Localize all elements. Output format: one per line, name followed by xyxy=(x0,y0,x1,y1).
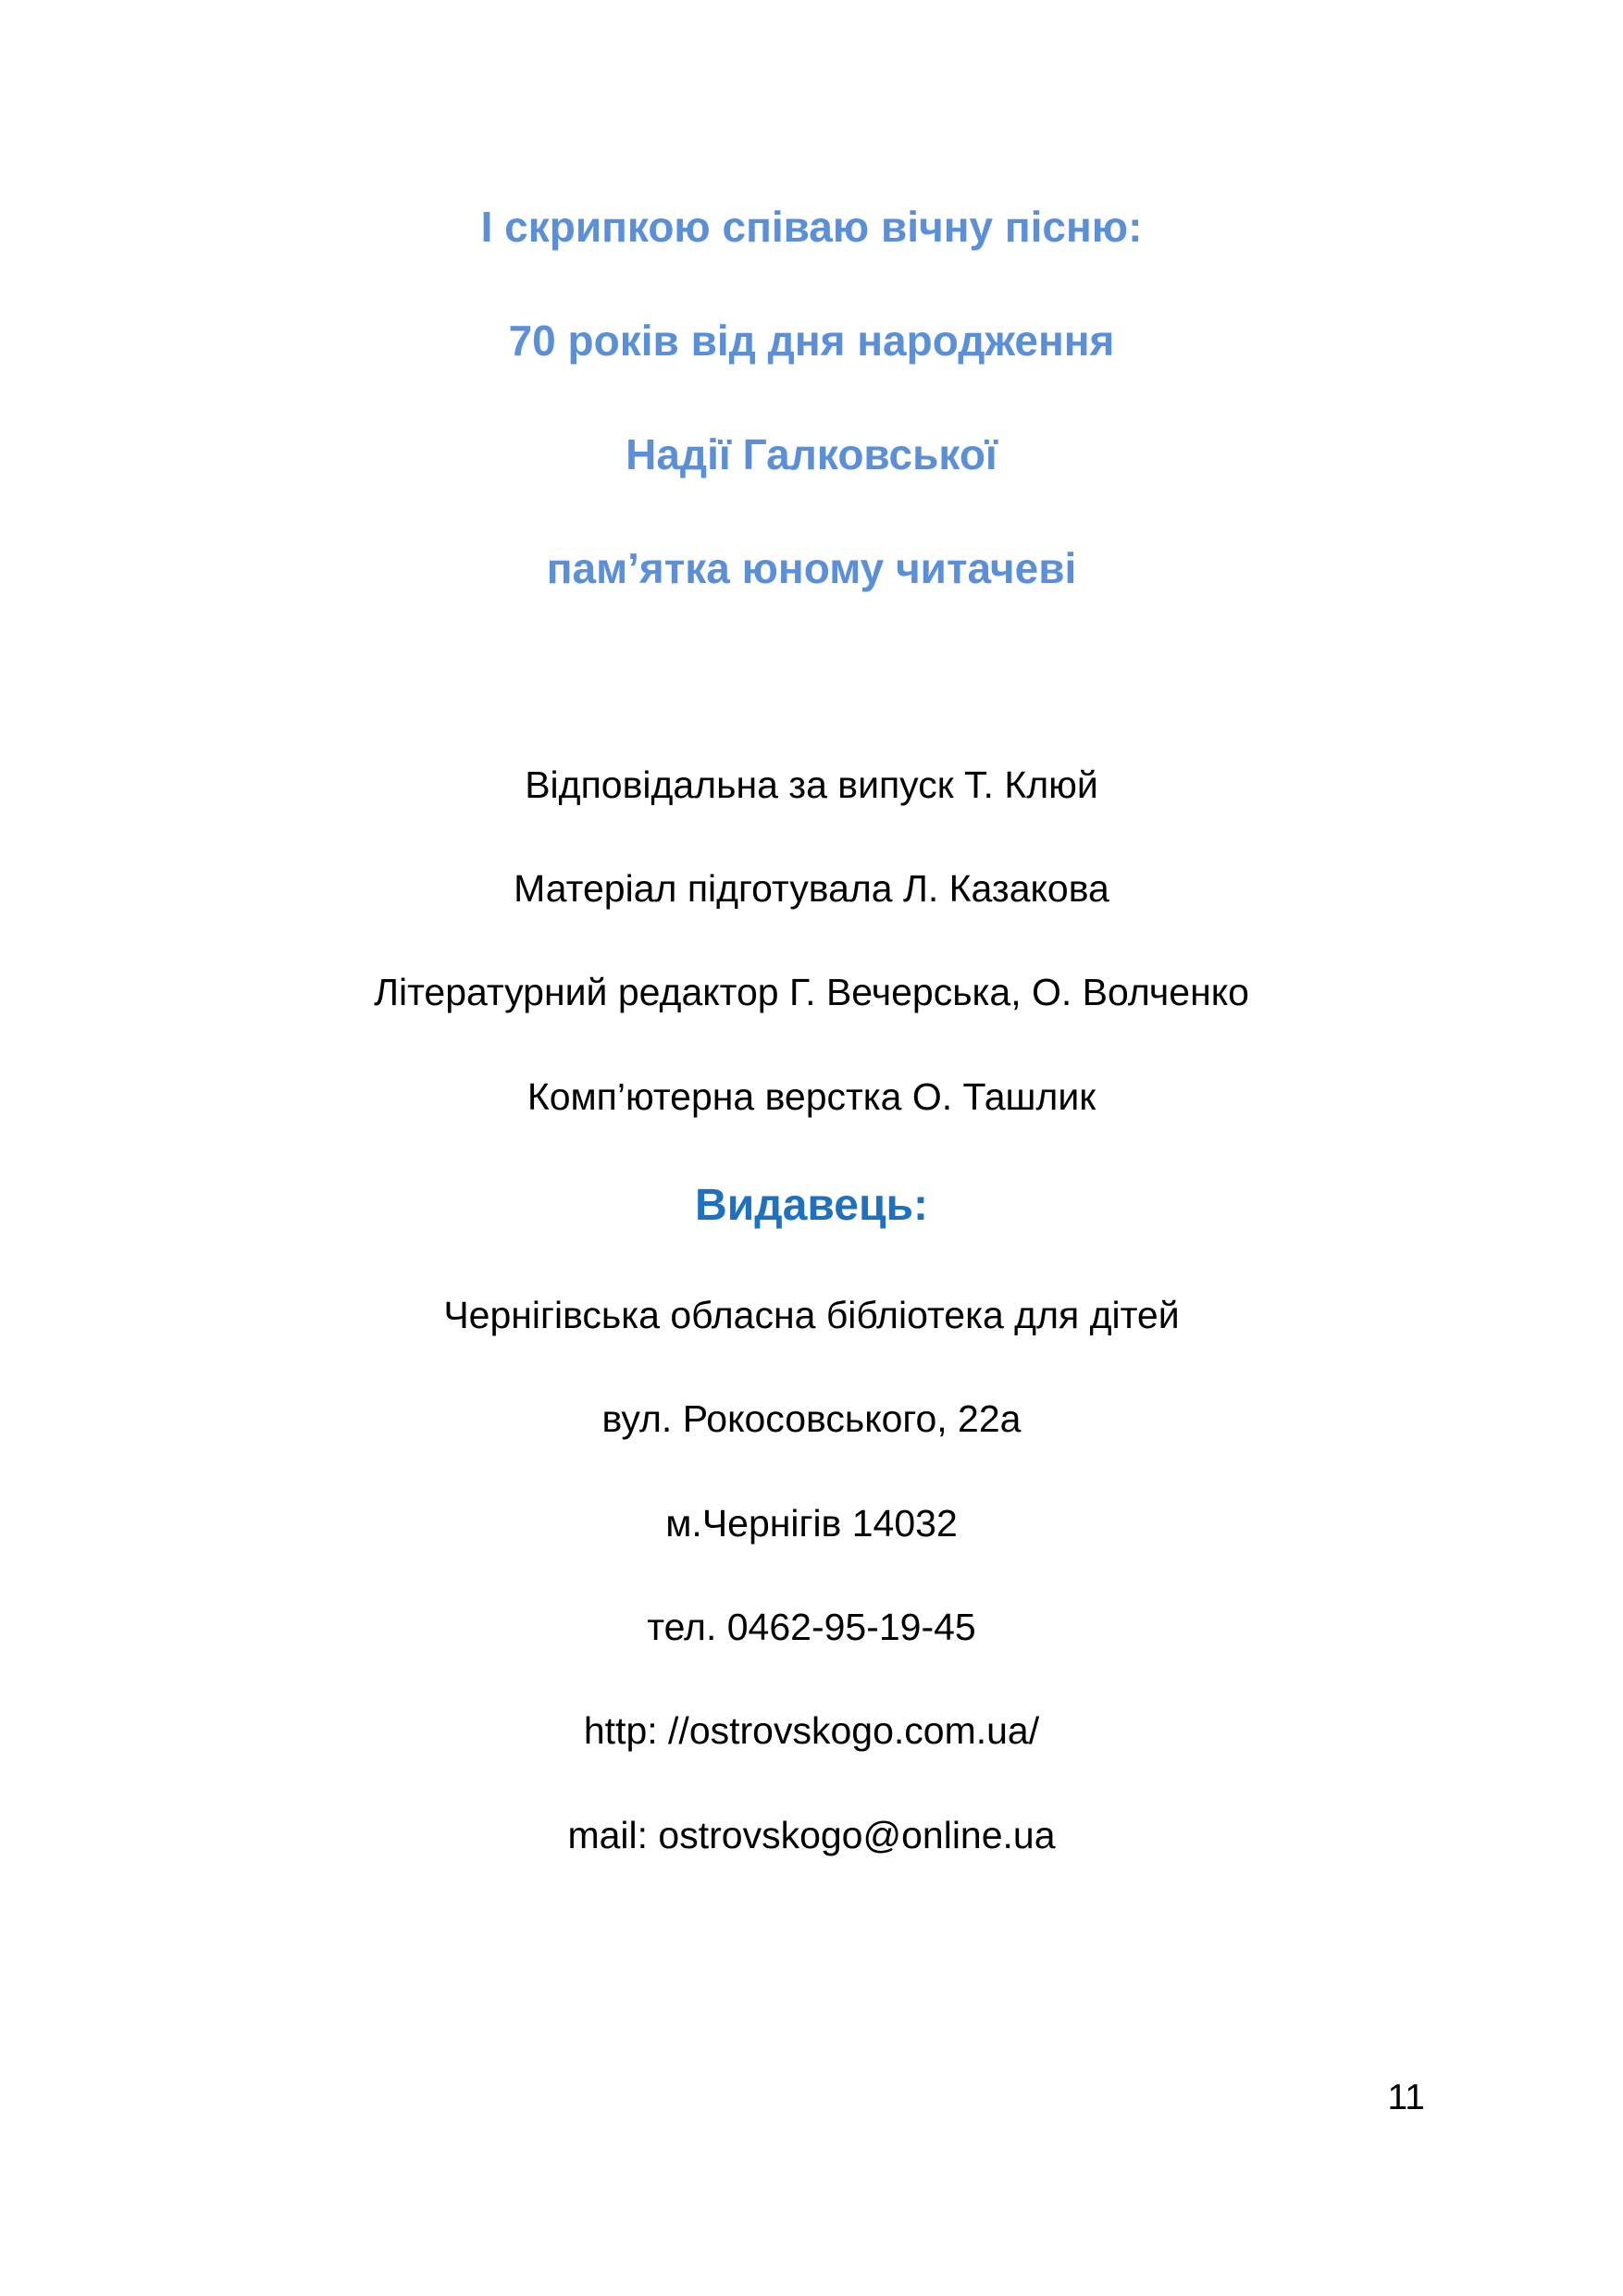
publisher-heading: Видавець: xyxy=(695,1181,928,1230)
publisher-email: mail: ostrovskogo@online.ua xyxy=(567,1814,1056,1856)
title-line-3: Надії Галковської xyxy=(626,430,997,478)
publisher-name: Чернігівська обласна бібліотека для дітей xyxy=(443,1294,1180,1336)
publisher-city: м.Чернігів 14032 xyxy=(665,1502,958,1545)
credit-responsible: Відповідальна за випуск Т. Клюй xyxy=(525,763,1098,806)
publisher-street: вул. Рокосовського, 22а xyxy=(601,1397,1022,1440)
credit-editor: Літературний редактор Г. Вечерська, О. Волченко xyxy=(374,971,1249,1013)
page-number: 11 xyxy=(1387,2078,1425,2117)
publisher-phone: тел. 0462-95-19-45 xyxy=(647,1606,976,1648)
publisher-website: http: //ostrovskogo.com.ua/ xyxy=(583,1709,1040,1752)
credit-material: Матеріал підготувала Л. Казакова xyxy=(514,867,1109,910)
title-line-2: 70 років від дня народження xyxy=(508,316,1115,365)
title-line-4: пам’ятка юному читачеві xyxy=(546,544,1077,592)
credit-layout: Комп’ютерна верстка О. Ташлик xyxy=(527,1075,1096,1118)
title-line-1: І скрипкою співаю вічну пісню: xyxy=(480,203,1143,251)
